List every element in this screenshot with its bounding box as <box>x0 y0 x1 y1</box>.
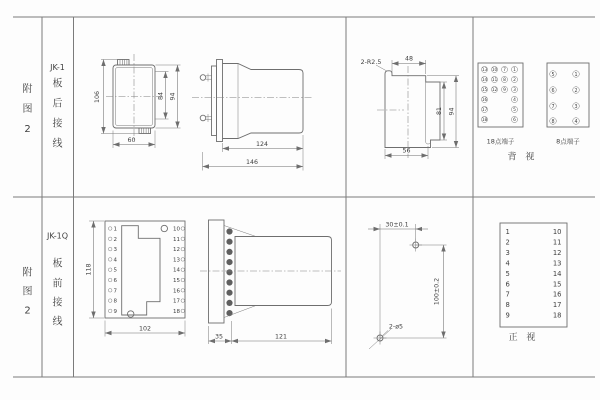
dim-label: 48 <box>404 55 414 63</box>
rear-view-label: 背 视 <box>507 152 535 163</box>
wiring-label-char: 线 <box>52 138 63 150</box>
terminal-number: 5 <box>513 108 516 114</box>
dim-label: 106 <box>94 90 101 104</box>
terminal-number: 14 <box>552 269 562 278</box>
jk1q-terminal-front-view <box>500 223 567 343</box>
dim-label: 56 <box>402 147 411 155</box>
terminal-number: 5 <box>551 72 555 78</box>
terminal-number: 4 <box>505 259 510 268</box>
terminal-number: 10 <box>552 228 562 236</box>
terminal-number: 14 <box>481 78 488 84</box>
terminal-number: 14 <box>173 267 180 274</box>
terminal-number: 13 <box>173 257 180 264</box>
terminal-number: 18 <box>552 311 562 320</box>
dim-label: 102 <box>138 325 152 333</box>
terminal-number: 16 <box>481 98 488 104</box>
dim-label: 94 <box>448 107 456 116</box>
terminal-number: 3 <box>513 88 516 94</box>
radius-note: 2-R2.5 <box>360 59 382 66</box>
jk1-front-view <box>94 54 181 148</box>
wiring-label-char: 后 <box>52 98 63 110</box>
terminal-number: 9 <box>505 311 510 320</box>
wiring-label-char: 板 <box>52 78 63 90</box>
wiring-label-char: 前 <box>52 278 63 290</box>
terminal-number: 12 <box>491 88 498 94</box>
terminal-number: 17 <box>481 108 488 114</box>
terminal-number: 18 <box>173 308 180 315</box>
terminal-number: 13 <box>552 259 562 268</box>
terminal-number: 9 <box>113 308 117 315</box>
terminal-number: 3 <box>505 248 510 257</box>
terminal-number: 15 <box>552 280 562 289</box>
jk1-panel-cutout <box>361 56 459 160</box>
model-label: JK-1Q <box>46 231 69 241</box>
front-view-label: 正 视 <box>508 333 536 343</box>
terminal-number: 4 <box>513 98 516 104</box>
terminal-number: 2 <box>505 238 510 247</box>
fig-label-char: 附 <box>22 267 33 279</box>
terminal-number: 1 <box>574 72 578 78</box>
wiring-label-char: 接 <box>52 297 63 309</box>
row-jk1-header <box>23 63 65 150</box>
dim-label: 124 <box>255 141 269 148</box>
terminal-number: 8 <box>503 78 506 84</box>
block8-label: 8点端子 <box>556 137 580 146</box>
terminal-number: 1 <box>513 68 516 74</box>
terminal-number: 4 <box>113 257 117 264</box>
dim-label: 121 <box>274 333 288 341</box>
block18-label: 18点端子 <box>486 137 515 146</box>
terminal-number: 2 <box>574 88 578 94</box>
terminal-number: 6 <box>513 118 516 124</box>
terminal-number: 9 <box>503 88 506 94</box>
dim-label: 94 <box>169 92 177 101</box>
terminal-number: 2 <box>513 78 516 84</box>
jk1-side-view <box>192 60 312 171</box>
terminal-number: 16 <box>552 290 562 299</box>
terminal-number: 5 <box>113 267 117 274</box>
terminal-number: 8 <box>551 119 555 125</box>
terminal-number: 8 <box>505 301 510 310</box>
terminal-number: 17 <box>552 301 562 310</box>
terminal-number: 6 <box>113 278 117 284</box>
terminal-number: 6 <box>505 280 510 289</box>
wiring-label-char: 线 <box>52 316 63 328</box>
terminal-number: 16 <box>173 288 180 295</box>
row-jk1q-header <box>23 232 69 328</box>
terminal-number: 3 <box>113 247 117 254</box>
terminal-number: 8 <box>113 298 117 305</box>
jk1-terminal-rear-view <box>478 63 589 163</box>
fig-label-char: 图 <box>22 286 33 298</box>
terminal-number: 18 <box>481 118 488 124</box>
fig-label-char: 2 <box>24 305 31 317</box>
terminal-number: 15 <box>481 88 488 94</box>
terminal-number: 17 <box>173 298 180 305</box>
terminal-number: 11 <box>552 238 562 247</box>
dim-label: 60 <box>127 137 136 144</box>
terminal-number: 4 <box>574 119 578 125</box>
jk1q-drilling-plan <box>368 222 447 350</box>
dim-label: 30±0.1 <box>385 221 409 229</box>
terminal-number: 10 <box>491 68 498 74</box>
wiring-label-char: 板 <box>52 258 63 270</box>
terminal-number: 11 <box>173 236 180 243</box>
terminal-number: 3 <box>574 104 578 110</box>
terminal-number: 12 <box>552 248 562 257</box>
fig-label-char: 图 <box>22 104 33 115</box>
terminal-number: 6 <box>551 88 555 94</box>
dim-label: 35 <box>214 333 224 341</box>
terminal-number: 7 <box>505 290 510 299</box>
fig-label-char: 2 <box>24 124 31 135</box>
terminal-number: 5 <box>505 269 510 278</box>
terminal-number: 2 <box>113 236 117 243</box>
terminal-number: 7 <box>503 68 506 74</box>
dim-label: 100±0.2 <box>433 277 441 306</box>
dim-label: 84 <box>157 91 165 101</box>
terminal-number: 1 <box>113 226 117 233</box>
model-label: JK-1 <box>50 63 65 72</box>
holes-note: 2-ø5 <box>388 323 404 331</box>
terminal-number: 10 <box>173 226 180 233</box>
terminal-number: 12 <box>173 247 180 254</box>
terminal-number: 13 <box>481 68 488 74</box>
jk1q-side-view <box>200 220 341 344</box>
table-grid <box>13 17 595 377</box>
dim-label: 118 <box>85 263 93 276</box>
terminal-number: 7 <box>551 104 555 110</box>
terminal-number: 15 <box>173 278 180 284</box>
fig-label-char: 附 <box>22 84 33 95</box>
wiring-label-char: 接 <box>52 118 63 130</box>
terminal-number: 11 <box>491 78 498 84</box>
terminal-number: 1 <box>505 228 510 236</box>
dim-label: 146 <box>245 159 259 166</box>
jk1q-front-view <box>86 221 186 337</box>
dim-label: 81 <box>436 106 443 116</box>
terminal-number: 7 <box>113 288 117 295</box>
